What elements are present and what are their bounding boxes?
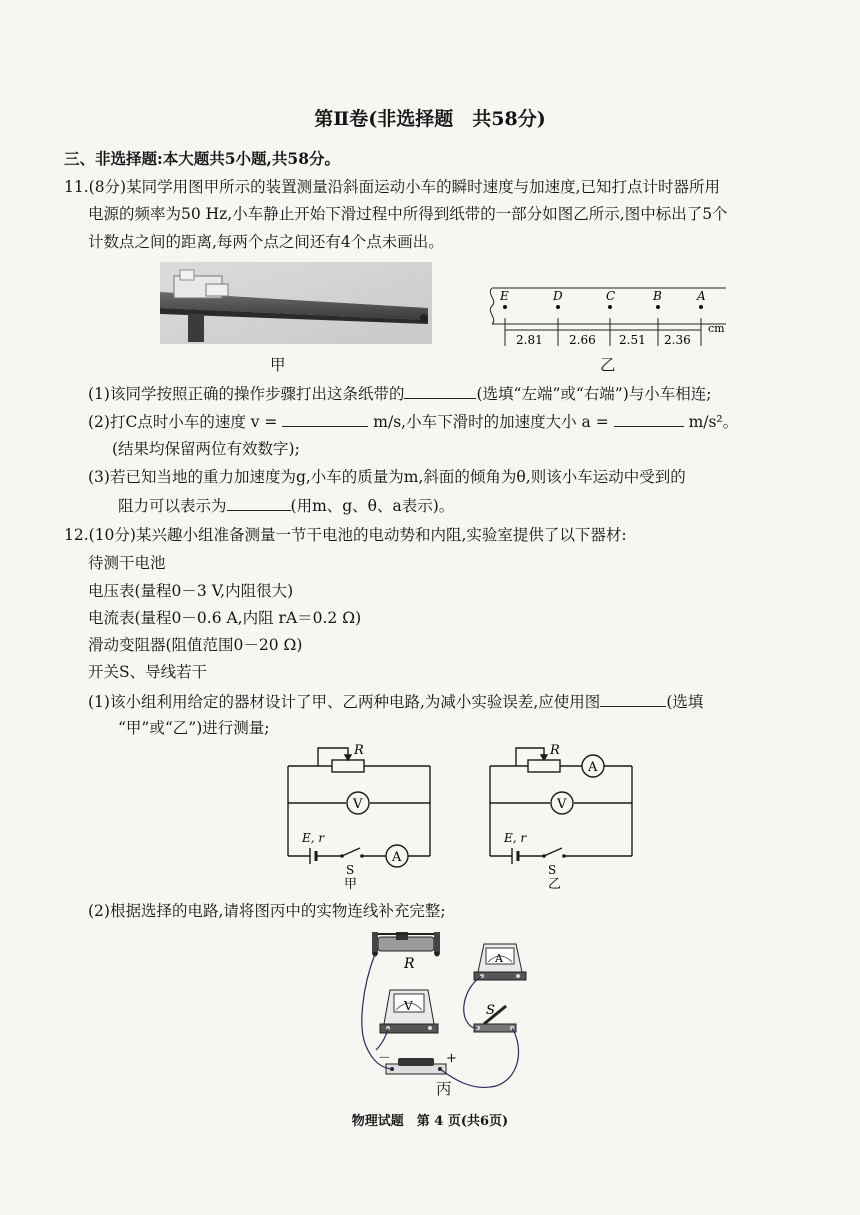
phys-plus-label: + (446, 1051, 457, 1066)
circuit-diagram-jia (280, 742, 440, 890)
circuit-yi-Er-label: E, r (504, 831, 527, 845)
phys-R-label: R (404, 956, 415, 972)
page-title: 第Ⅱ卷(非选择题 共58分) (314, 108, 546, 130)
fig-jia-caption: 甲 (270, 356, 286, 374)
tape-point-D: D (553, 289, 563, 303)
fig-bing-caption: 丙 (436, 1080, 452, 1098)
phys-minus-label: － (378, 1051, 392, 1066)
q11-part3-text-a: 阻力可以表示为 (118, 497, 227, 515)
q11-part3-line1: (3)若已知当地的重力加速度为g,小车的质量为m,斜面的倾角为θ,则该小车运动中受到的 (88, 468, 686, 486)
q11-part2-text-a: (2)打C点时小车的速度 v = (88, 413, 278, 431)
q12-answer-blank-circuit[interactable] (600, 688, 666, 707)
q11-part1-text-a: (1)该同学按照正确的操作步骤打出这条纸带的 (88, 385, 405, 403)
q12-item-switch: 开关S、导线若干 (88, 663, 208, 681)
q11-part3-line2 (118, 492, 454, 519)
q12-item-rheostat: 滑动变阻器(阻值范围0－20 Ω) (88, 636, 303, 654)
rheostat-device (372, 932, 440, 957)
q11-part1 (88, 380, 711, 407)
incline-apparatus-photo (160, 262, 432, 344)
q11-answer-blank-resistance[interactable] (227, 492, 291, 511)
circuit-yi-V-label: V (557, 797, 567, 812)
q11-part2-text-b: m/s,小车下滑时的加速度大小 a = (373, 413, 609, 431)
q11-stem-line1: 11.(8分)某同学用图甲所示的装置测量沿斜面运动小车的瞬时速度与加速度,已知打点计时器所用 (64, 178, 721, 196)
circuit-yi-A-label: A (588, 760, 598, 775)
circuit-jia-Er-label: E, r (302, 831, 325, 845)
physical-apparatus-diagram (356, 928, 532, 1100)
q11-answer-blank-acceleration[interactable] (614, 408, 684, 427)
q12-item-ammeter: 电流表(量程0－0.6 A,内阻 rA＝0.2 Ω) (88, 609, 362, 627)
q12-part1 (88, 688, 703, 715)
tape-unit: cm (708, 322, 725, 335)
q12-part1-text-b: (选填 (666, 693, 704, 711)
q12-part2: (2)根据选择的电路,请将图丙中的实物连线补充完整; (88, 902, 446, 920)
tape-point-E: E (500, 289, 509, 303)
q12-item-battery: 待测干电池 (88, 554, 166, 572)
switch-device (474, 1006, 516, 1032)
wire-ammeter-to-switch (464, 976, 482, 1028)
tape-point-A: A (697, 289, 706, 303)
phys-S-label: S (486, 1003, 495, 1018)
circuit-diagram-yi (482, 742, 642, 890)
q12-stem: 12.(10分)某兴趣小组准备测量一节干电池的电动势和内阻,实验室提供了以下器材: (64, 526, 627, 544)
tape-point-B: B (653, 289, 662, 303)
battery-device (386, 1058, 446, 1074)
circuit-jia-caption: 甲 (344, 877, 358, 890)
q11-stem-line2: 电源的频率为50 Hz,小车静止开始下滑过程中所得到纸带的一部分如图乙所示,图中标出了5个 (88, 205, 728, 223)
section-heading: 三、非选择题:本大题共5小题,共58分。 (64, 149, 340, 168)
phys-A-label: A (495, 952, 503, 965)
fig-yi-caption: 乙 (600, 356, 616, 374)
q11-part2 (88, 408, 738, 435)
q11-part1-text-b: (选填“左端”或“右端”)与小车相连; (476, 385, 712, 403)
q11-answer-blank-velocity[interactable] (282, 408, 368, 427)
circuit-jia-R-label: R (354, 743, 364, 758)
q12-item-voltmeter: 电压表(量程0－3 V,内阻很大) (88, 582, 294, 600)
tape-distance-ED: 2.81 (516, 333, 543, 347)
tape-distance-DC: 2.66 (569, 333, 596, 347)
q11-part3-text-b: (用m、g、θ、a表示)。 (290, 497, 455, 515)
phys-V-label: V (404, 999, 413, 1013)
q12-part1-line2: “甲”或“乙”)进行测量; (118, 719, 270, 737)
paper-tape-diagram (482, 280, 732, 352)
tape-point-C: C (606, 289, 616, 303)
circuit-jia-A-label: A (392, 850, 402, 865)
circuit-yi-S-label: S (548, 863, 557, 877)
tape-distance-BA: 2.36 (664, 333, 691, 347)
q11-part2-note: (结果均保留两位有效数字); (112, 440, 300, 458)
q12-part1-text-a: (1)该小组利用给定的器材设计了甲、乙两种电路,为减小实验误差,应使用图 (88, 693, 601, 711)
circuit-jia-V-label: V (353, 797, 363, 812)
circuit-yi-R-label: R (550, 743, 560, 758)
tape-distance-CB: 2.51 (619, 333, 646, 347)
page-footer: 物理试题 第 4 页(共6页) (351, 1114, 509, 1129)
q11-answer-blank-1[interactable] (404, 380, 476, 399)
q11-stem-line3: 计数点之间的距离,每两个点之间还有4个点未画出。 (88, 233, 444, 251)
circuit-jia-S-label: S (346, 863, 355, 877)
circuit-yi-caption: 乙 (548, 877, 562, 890)
q11-part2-text-c: m/s²。 (688, 413, 739, 431)
